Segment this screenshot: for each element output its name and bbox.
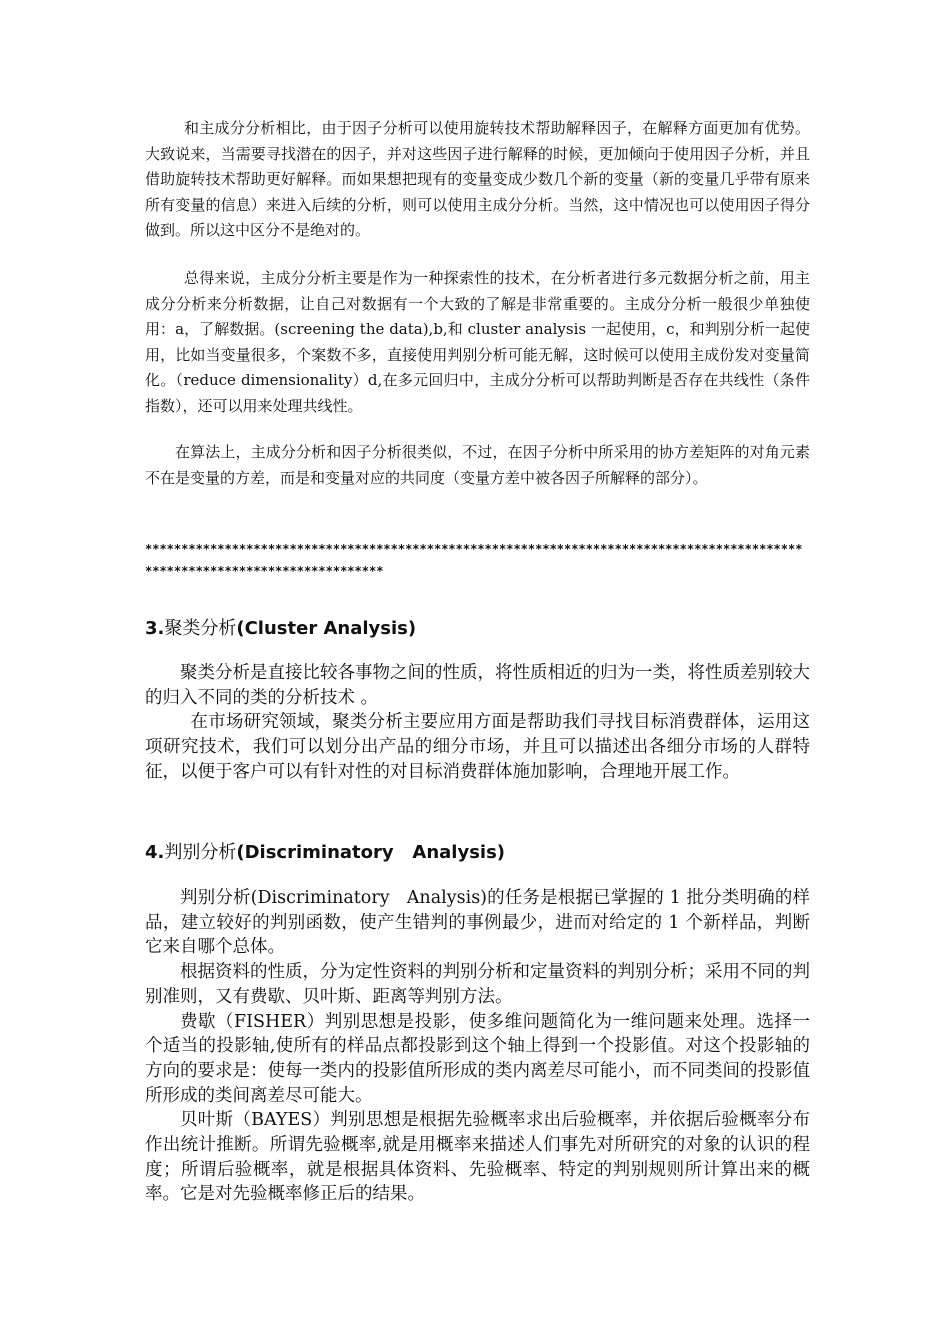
- paragraph-discriminant-task: 判别分析(Discriminatory Analysis)的任务是根据已掌握的 1 批分类明确的样品，建立较好的判别函数，使产生错判的事例最少，进而对给定的 1 个新样品，判断它来自哪个总体。: [145, 888, 810, 958]
- paragraph-pca-usage: 总得来说，主成分分析主要是作为一种探索性的技术，在分析者进行多元数据分析之前，用主成分分析来分析数据，让自己对数据有一个大致的了解是非常重要的。主成分分析一般很少单独使用：a，了解数据。(screening the data),b,和 cluster analysis 一起使用，c，和判别分析一起使用，比如当变量很多，个案数不多，直接使用判别分析可能无解，这时候可以使用主成份发对变量简化。（reduce dimensionality）d,在多元回归中，主成分分析可以帮助判断是否存在共线性（条件指数），还可以用来处理共线性。: [145, 269, 810, 415]
- paragraph-discriminant-types: 根据资料的性质，分为定性资料的判别分析和定量资料的判别分析；采用不同的判别准则，又有费歇、贝叶斯、距离等判别方法。: [145, 962, 810, 1007]
- discriminant-section: [145, 886, 810, 1207]
- paragraph-cluster-market: 在市场研究领域，聚类分析主要应用方面是帮助我们寻找目标消费群体，运用这项研究技术，我们可以划分出产品的细分市场，并且可以描述出各细分市场的人群特征，以便于客户可以有针对性的对目标消费群体施加影响，合理地开展工作。: [145, 712, 810, 782]
- pca-comparison-section: [145, 116, 810, 244]
- heading-english: (Discriminatory Analysis): [236, 842, 506, 863]
- pca-algorithm-section: [145, 440, 810, 491]
- paragraph-pca-vs-factor: 和主成分分析相比，由于因子分析可以使用旋转技术帮助解释因子，在解释方面更加有优势。大致说来，当需要寻找潜在的因子，并对这些因子进行解释的时候，更加倾向于使用因子分析，并且借助旋转技术帮助更好解释。而如果想把现有的变量变成少数几个新的变量（新的变量几乎带有原来所有变量的信息）来进入后续的分析，则可以使用主成分分析。当然，这中情况也可以使用因子得分做到。所以这中区分不是绝对的。: [145, 119, 810, 239]
- cluster-section: [145, 661, 810, 785]
- heading-number: 4.: [145, 842, 165, 863]
- asterisk-separator: ****************************************************************************************************************************: [145, 542, 803, 578]
- heading-chinese: 聚类分析: [164, 618, 237, 639]
- paragraph-fisher: 费歇（FISHER）判别思想是投影，使多维问题简化为一维问题来处理。选择一个适当的投影轴,使所有的样品点都投影到这个轴上得到一个投影值。对这个投影轴的方向的要求是：使每一类内的投影值所形成的类内离差尽可能小，而不同类间的投影值所形成的类间离差尽可能大。: [145, 1011, 810, 1106]
- heading-chinese: 判别分析: [164, 842, 237, 863]
- heading-english: (Cluster Analysis): [236, 618, 417, 639]
- heading-discriminant-analysis: [145, 838, 505, 864]
- paragraph-cluster-definition: 聚类分析是直接比较各事物之间的性质，将性质相近的归为一类，将性质差别较大的归入不同的类的分析技术 。: [145, 663, 810, 708]
- pca-usage-section: [145, 266, 810, 419]
- heading-cluster-analysis: [145, 614, 416, 640]
- paragraph-pca-algorithm: 在算法上，主成分分析和因子分析很类似，不过，在因子分析中所采用的协方差矩阵的对角元素不在是变量的方差，而是和变量对应的共同度（变量方差中被各因子所解释的部分）。: [145, 443, 810, 487]
- heading-number: 3.: [145, 618, 165, 639]
- paragraph-bayes: 贝叶斯（BAYES）判别思想是根据先验概率求出后验概率，并依据后验概率分布作出统计推断。所谓先验概率,就是用概率来描述人们事先对所研究的对象的认识的程度；所谓后验概率，就是根据具体资料、先验概率、特定的判别规则所计算出来的概率。它是对先验概率修正后的结果。: [145, 1110, 810, 1205]
